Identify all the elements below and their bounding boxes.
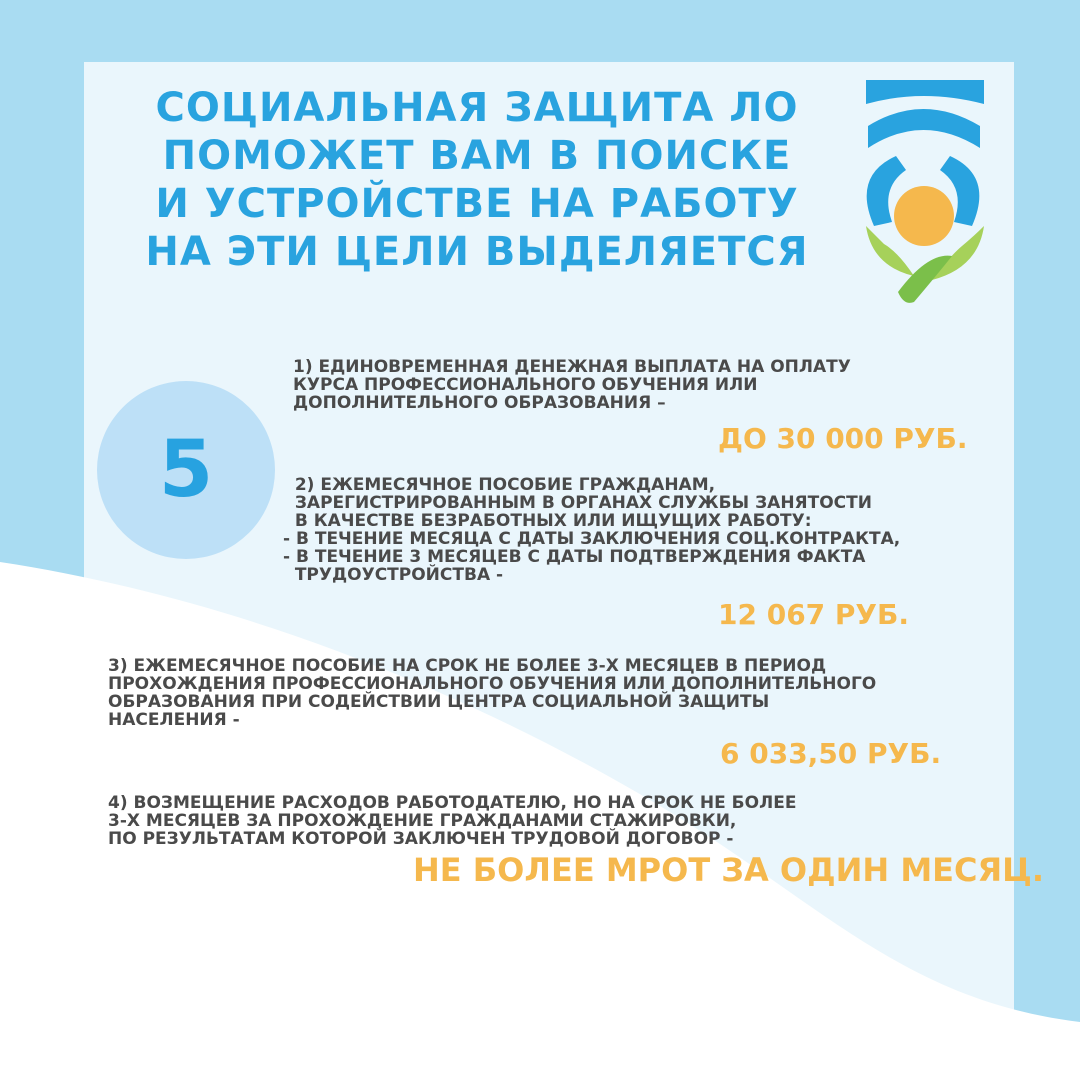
item-4-line-2: 3-Х МЕСЯЦЕВ ЗА ПРОХОЖДЕНИЕ ГРАЖДАНАМИ СТАЖИРОВКИ, (108, 811, 737, 831)
benefit-item-2 (283, 476, 900, 584)
number-badge (97, 381, 275, 559)
benefit-amount-2: 12 067 РУБ. (718, 598, 909, 631)
benefit-amount-1: ДО 30 000 РУБ. (718, 422, 968, 455)
item-1-line-2: КУРСА ПРОФЕССИОНАЛЬНОГО ОБУЧЕНИЯ ИЛИ (293, 375, 758, 395)
item-4-line-3: ПО РЕЗУЛЬТАТАМ КОТОРОЙ ЗАКЛЮЧЕН ТРУДОВОЙ ДОГОВОР - (108, 829, 734, 849)
item-3-line-1: 3) ЕЖЕМЕСЯЧНОЕ ПОСОБИЕ НА СРОК НЕ БОЛЕЕ 3-Х МЕСЯЦЕВ В ПЕРИОД (108, 656, 827, 676)
item-2-line-6: ТРУДОУСТРОЙСТВА - (283, 565, 504, 585)
benefit-item-4 (108, 794, 796, 848)
item-2-line-3: В КАЧЕСТВЕ БЕЗРАБОТНЫХ ИЛИ ИЩУЩИХ РАБОТУ: (283, 511, 812, 531)
item-1-line-3: ДОПОЛНИТЕЛЬНОГО ОБРАЗОВАНИЯ – (293, 393, 666, 413)
title-line-4: НА ЭТИ ЦЕЛИ ВЫДЕЛЯЕТСЯ (145, 229, 809, 275)
benefit-amount-3: 6 033,50 РУБ. (720, 737, 942, 770)
title-line-1: СОЦИАЛЬНАЯ ЗАЩИТА ЛО (155, 85, 799, 131)
benefit-item-3 (108, 657, 876, 729)
item-2-line-2: ЗАРЕГИСТРИРОВАННЫМ В ОРГАНАХ СЛУЖБЫ ЗАНЯТОСТИ (283, 493, 872, 513)
benefit-item-1 (293, 358, 851, 412)
title-line-2: ПОМОЖЕТ ВАМ В ПОИСКЕ (162, 133, 792, 179)
page-title (96, 84, 858, 276)
item-3-line-3: ОБРАЗОВАНИЯ ПРИ СОДЕЙСТВИИ ЦЕНТРА СОЦИАЛЬНОЙ ЗАЩИТЫ (108, 692, 770, 712)
item-3-line-4: НАСЕЛЕНИЯ - (108, 710, 240, 730)
benefit-amount-4: НЕ БОЛЕЕ МРОТ ЗА ОДИН МЕСЯЦ. (413, 851, 1044, 889)
social-protection-logo-icon (858, 76, 988, 308)
badge-number: 5 (158, 425, 214, 515)
item-2-line-5: - В ТЕЧЕНИЕ 3 МЕСЯЦЕВ С ДАТЫ ПОДТВЕРЖДЕНИЯ ФАКТА (283, 547, 866, 567)
title-line-3: И УСТРОЙСТВЕ НА РАБОТУ (155, 181, 799, 227)
item-2-line-1: 2) ЕЖЕМЕСЯЧНОЕ ПОСОБИЕ ГРАЖДАНАМ, (283, 475, 716, 495)
item-4-line-1: 4) ВОЗМЕЩЕНИЕ РАСХОДОВ РАБОТОДАТЕЛЮ, НО НА СРОК НЕ БОЛЕЕ (108, 793, 797, 813)
item-1-line-1: 1) ЕДИНОВРЕМЕННАЯ ДЕНЕЖНАЯ ВЫПЛАТА НА ОПЛАТУ (293, 357, 851, 377)
item-2-line-4: - В ТЕЧЕНИЕ МЕСЯЦА С ДАТЫ ЗАКЛЮЧЕНИЯ СОЦ.КОНТРАКТА, (283, 529, 901, 549)
item-3-line-2: ПРОХОЖДЕНИЯ ПРОФЕССИОНАЛЬНОГО ОБУЧЕНИЯ ИЛИ ДОПОЛНИТЕЛЬНОГО (108, 674, 877, 694)
